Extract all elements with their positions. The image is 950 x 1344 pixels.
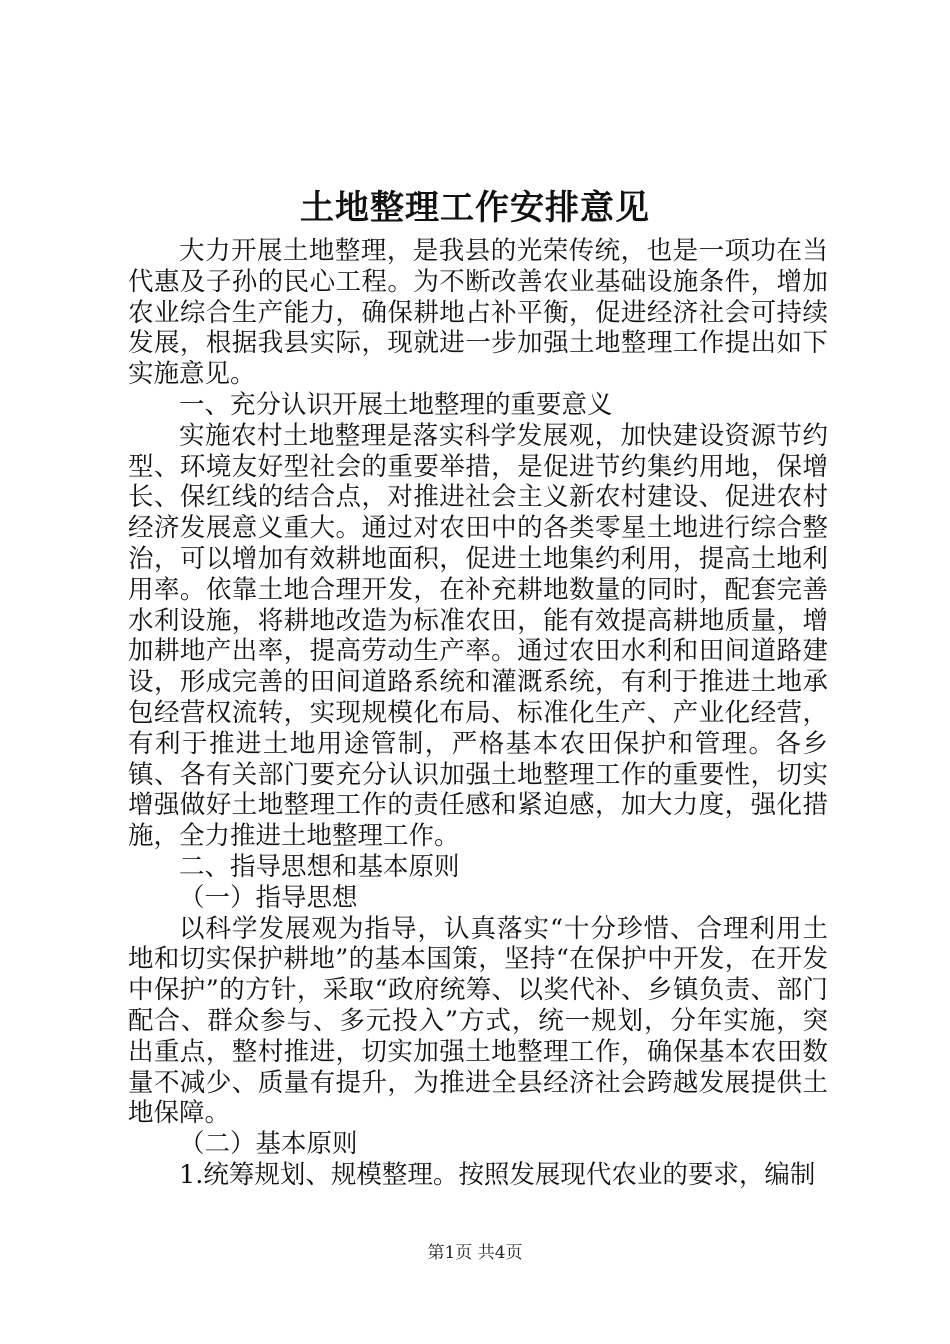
paragraph-intro: 大力开展土地整理，是我县的光荣传统，也是一项功在当代惠及子孙的民心工程。为不断改善农业基础设施条件，增加农业综合生产能力，确保耕地占补平衡，促进经济社会可持续发展，根据我县实际，现就进一步加强土地整理工作提出如下实施意见。	[128, 236, 828, 390]
subsection-heading-basic-principles: （二）基本原则	[179, 1129, 358, 1160]
page-footer: 第1页 共4页	[427, 1243, 523, 1263]
subsection-heading-guiding-thought: （一）指导思想	[179, 882, 358, 913]
paragraph-guiding-thought: 以科学发展观为指导，认真落实“十分珍惜、合理利用土地和切实保护耕地”的基本国策，坚持“在保护中开发，在开发中保护”的方针，采取“政府统筹、以奖代补、乡镇负责、部门配合、群众参与、多元投入”方式，统一规划，分年实施，突出重点，整村推进，切实加强土地整理工作，确保基本农田数量不减少、质量有提升，为推进全县经济社会跨越发展提供土地保障。	[128, 913, 828, 1129]
document-title: 土地整理工作安排意见	[300, 188, 650, 228]
paragraph-significance: 实施农村土地整理是落实科学发展观，加快建设资源节约型、环境友好型社会的重要举措，是促进节约集约用地，保增长、保红线的结合点，对推进社会主义新农村建设、促进农村经济发展意义重大。通过对农田中的各类零星土地进行综合整治，可以增加有效耕地面积，促进土地集约利用，提高土地利用率。依靠土地合理开发，在补充耕地数量的同时，配套完善水利设施，将耕地改造为标准农田，能有效提高耕地质量，增加耕地产出率，提高劳动生产率。通过农田水利和田间道路建设，形成完善的田间道路系统和灌溉系统，有利于推进土地承包经营权流转，实现规模化布局、标准化生产、产业化经营，有利于推进土地用途管制，严格基本农田保护和管理。各乡镇、各有关部门要充分认识加强土地整理工作的重要性，切实增强做好土地整理工作的责任感和紧迫感，加大力度，强化措施，全力推进土地整理工作。	[128, 420, 828, 852]
section-heading-2: 二、指导思想和基本原则	[179, 851, 460, 882]
document-body	[128, 236, 828, 1191]
paragraph-principle-1: 1.统筹规划、规模整理。按照发展现代农业的要求，编制	[179, 1159, 816, 1190]
section-heading-1: 一、充分认识开展土地整理的重要意义	[179, 389, 613, 420]
